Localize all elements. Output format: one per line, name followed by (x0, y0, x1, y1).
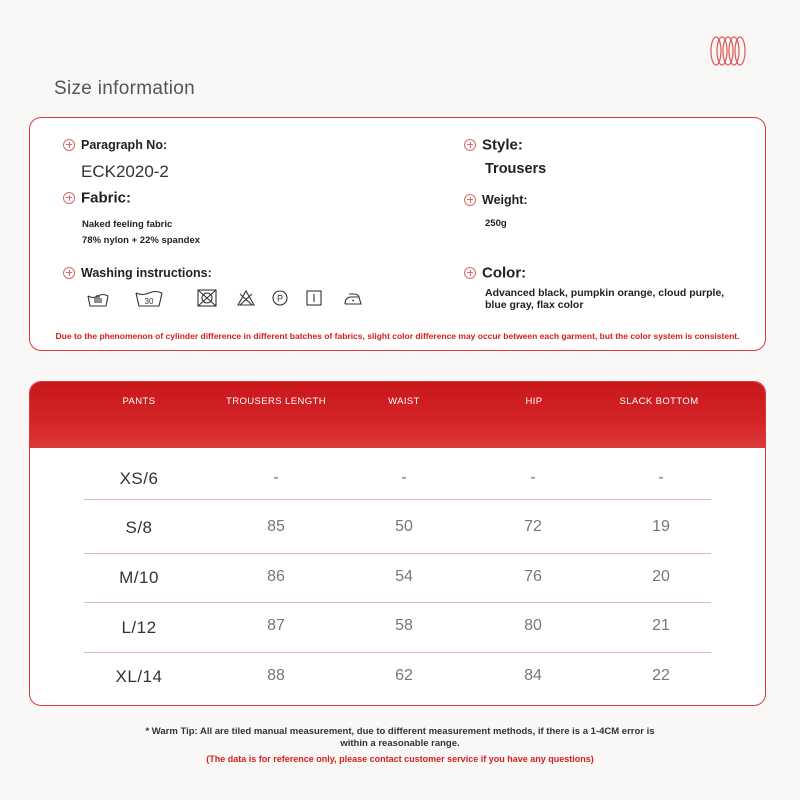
plus-circle-icon (63, 267, 75, 279)
hip-cell: 84 (524, 667, 542, 684)
length-cell: 85 (267, 518, 285, 535)
paragraph-field (63, 136, 167, 154)
slack-bottom-cell: 21 (652, 617, 670, 634)
fabric-line-1: Naked feeling fabric (82, 219, 173, 230)
color-values (485, 287, 724, 311)
size-cell: XL/14 (115, 667, 163, 686)
waist-cell: 62 (395, 667, 413, 684)
washing-field (63, 264, 212, 282)
style-label: Style: (482, 136, 523, 154)
header-slack-bottom: SLACK BOTTOM (619, 396, 699, 407)
reference-note: (The data is for reference only, please contact customer service if you have any questions) (206, 754, 594, 764)
color-label: Color: (482, 264, 527, 282)
fabric-values (82, 217, 200, 249)
hip-cell: - (530, 469, 536, 486)
style-field (464, 136, 523, 154)
header-hip: HIP (525, 396, 543, 407)
hip-cell: 76 (524, 568, 542, 585)
slack-bottom-cell: 20 (652, 568, 670, 585)
waist-cell: - (401, 469, 407, 486)
color-line-1: Advanced black, pumpkin orange, cloud purple, (485, 287, 725, 299)
plus-circle-icon (464, 267, 476, 279)
header-trousers-length: TROUSERS LENGTH (226, 396, 326, 407)
header-waist: WAIST (388, 396, 420, 407)
plus-circle-icon (464, 194, 476, 206)
weight-field (464, 191, 528, 209)
paragraph-value: ECK2020-2 (81, 162, 169, 181)
waist-cell: 50 (395, 518, 413, 535)
color-field (464, 264, 526, 282)
size-table (29, 381, 766, 706)
fabric-field (63, 189, 131, 207)
fabric-line-2: 78% nylon + 22% spandex (82, 235, 201, 246)
style-value: Trousers (485, 161, 547, 177)
hip-cell: 72 (524, 518, 542, 535)
table-header (30, 382, 765, 448)
length-cell: 88 (267, 667, 285, 684)
length-cell: 87 (267, 617, 285, 634)
plus-circle-icon (464, 139, 476, 151)
plus-circle-icon (63, 192, 75, 204)
page-title: Size information (54, 78, 196, 99)
machine-wash-30-icon (134, 288, 164, 308)
waist-cell: 58 (395, 617, 413, 634)
weight-label: Weight: (482, 192, 528, 207)
weight-value: 250g (485, 218, 507, 229)
row-divider (84, 602, 711, 603)
size-cell: XS/6 (119, 469, 159, 488)
wash-temp-label: 30 (144, 297, 154, 306)
size-cell: L/12 (121, 618, 157, 637)
size-cell: S/8 (125, 518, 153, 537)
row-divider (84, 652, 711, 653)
plus-circle-icon (63, 139, 75, 151)
warm-tip-line-2: within a reasonable range. (340, 738, 460, 749)
brand-logo-icon (708, 34, 748, 68)
paragraph-label: Paragraph No: (81, 137, 168, 152)
svg-text:P: P (276, 293, 284, 304)
color-difference-note: Due to the phenomenon of cylinder difference in different batches of fabrics, slight color difference may occur between each garment, but the color system is consistent. (55, 331, 740, 341)
iron-low-icon (342, 288, 364, 308)
color-line-2: blue gray, flax color (485, 299, 584, 311)
slack-bottom-cell: 19 (652, 518, 670, 535)
length-cell: 86 (267, 568, 285, 585)
do-not-bleach-icon (236, 288, 256, 308)
do-not-tumble-dry-icon (196, 288, 218, 308)
slack-bottom-cell: 22 (652, 667, 670, 684)
hand-wash-icon (86, 288, 110, 308)
warm-tip-line-1: * Warm Tip: All are tiled manual measurement, due to different measurement methods, if there is a 1-4CM error is (145, 726, 655, 737)
row-divider (84, 553, 711, 554)
dry-clean-p-icon (270, 288, 290, 308)
length-cell: - (273, 469, 279, 486)
warm-tip (0, 726, 800, 750)
product-info-card (29, 117, 766, 351)
row-divider (84, 499, 711, 500)
hip-cell: 80 (524, 617, 542, 634)
waist-cell: 54 (395, 568, 413, 585)
fabric-label: Fabric: (81, 189, 132, 207)
slack-bottom-cell: - (658, 469, 664, 486)
line-dry-icon (304, 288, 324, 308)
header-pants: PANTS (122, 396, 156, 407)
size-cell: M/10 (119, 568, 159, 587)
washing-label: Washing instructions: (81, 265, 212, 280)
